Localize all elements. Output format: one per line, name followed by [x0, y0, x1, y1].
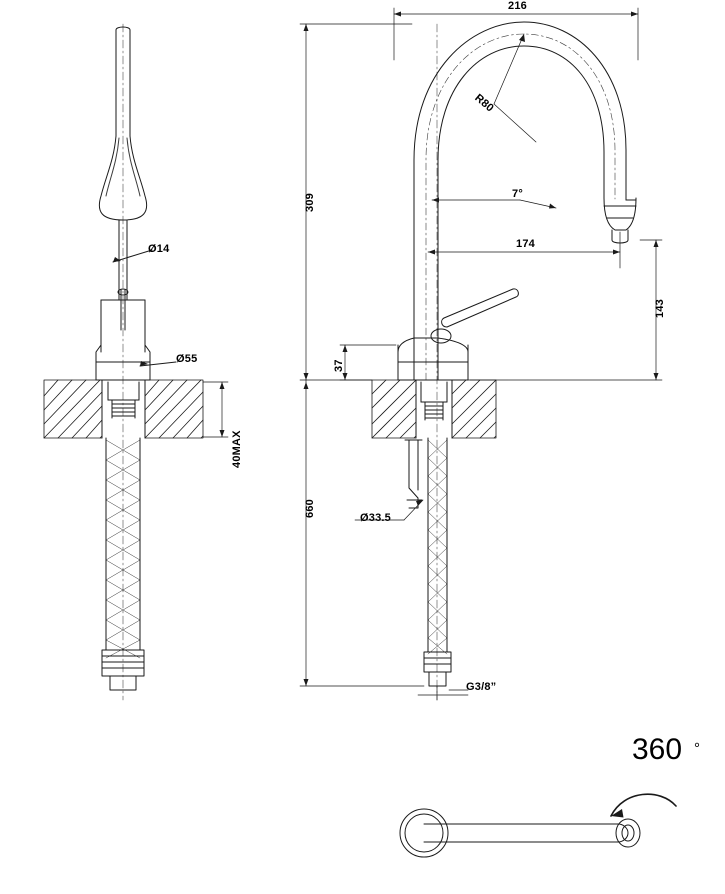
dim-40max-label: 40MAX: [231, 430, 243, 468]
dim-37-label: 37: [333, 359, 345, 372]
dim-143-label: 143: [654, 299, 666, 318]
dim-diameter-14-label: Ø14: [148, 243, 170, 255]
side-view-geometry: [372, 22, 636, 700]
dim-40max-lines: [203, 382, 228, 437]
rotation-degree-icon: °: [694, 740, 700, 757]
dim-216-label: 216: [508, 0, 527, 12]
dim-660-label: 660: [304, 499, 316, 518]
dim-diameter-33-5-label: Ø33.5: [360, 512, 391, 524]
rotation-detail-geometry: [400, 794, 676, 857]
rotation-value-label: 360: [632, 733, 683, 766]
dim-diameter-55-label: Ø55: [176, 353, 198, 365]
dim-174-label: 174: [516, 238, 535, 250]
dim-7deg-label: 7°: [512, 188, 523, 200]
dim-thread-g38-label: G3/8”: [466, 681, 497, 693]
side-view-dimensions: [300, 8, 662, 700]
dim-r80-label: R80: [472, 92, 496, 115]
dim-309-label: 309: [304, 193, 316, 212]
